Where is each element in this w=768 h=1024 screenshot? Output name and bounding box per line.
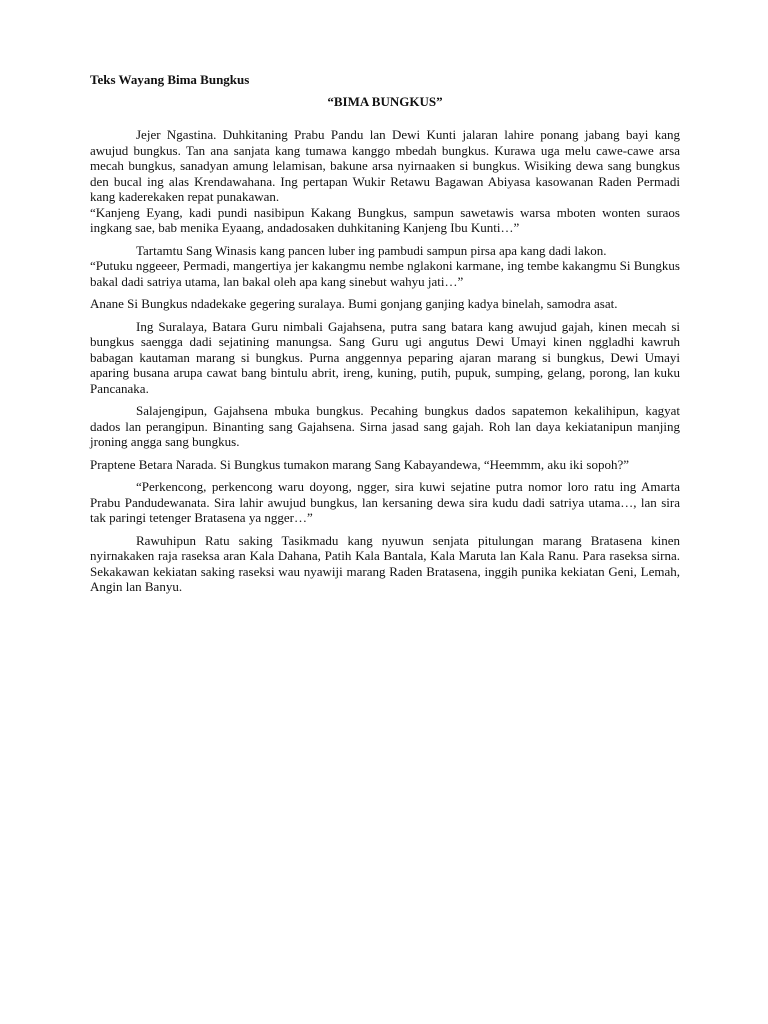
paragraph-permadi-dialogue: “Kanjeng Eyang, kadi pundi nasibipun Kakang Bungkus, sampun sawetawis warsa mboten wonten suraos ingkang sae, bab menika Eyaang, andadosaken duhkitaning Kanjeng Ibu Kunti…” [90,204,680,235]
paragraph-batara-guru: Ing Suralaya, Batara Guru nimbali Gajahsena, putra sang batara kang awujud gajah, kinen mecah si bungkus saengga dadi sejatining manungsa. Sang Guru ugi angutus Dewi Umayi kinen nggladhi kawruh babagan kautaman marang si bungkus. Purna anggennya peparing ajaran marang si bungkus, Dewi Umayi aparing busana arupa cawat bang bintulu abrit, ireng, kuning, putih, pupuk, sumping, gelang, porong, lan kuku Pancanaka. [90,318,680,396]
paragraph-gegering-suralaya: Anane Si Bungkus ndadekake gegering suralaya. Bumi gonjang ganjing kadya binelah, samodra asat. [90,296,618,311]
paragraph-betara-narada: Praptene Betara Narada. Si Bungkus tumakon marang Sang Kabayandewa, “Heemmm, aku iki sopoh?” [90,456,629,472]
paragraph-sang-winasis: Tartamtu Sang Winasis kang pancen luber ing pambudi sampun pirsa apa kang dadi lakon. [136,242,607,258]
document-title: “BIMA BUNGKUS” [327,93,443,109]
paragraph-abiyasa-dialogue: “Putuku nggeeer, Permadi, mangertiya jer kakangmu nembe nglakoni karmane, ing tembe kakangmu Si Bungkus bakal dadi satriya utama, lan bakal oleh apa kang sinebut wahyu jati…” [90,258,680,289]
paragraph-narada-dialogue: “Perkencong, perkencong waru doyong, ngger, sira kuwi sejatine putra nomor loro ratu ing Amarta Prabu Pandudewanata. Sira lahir awujud bungkus, lan kersaning dewa sira kudu dadi satriya utama…, lan sira tak paringi tetenger Bratasena ya ngger…” [90,479,680,525]
paragraph-jejer-ngastina: Jejer Ngastina. Duhkitaning Prabu Pandu lan Dewi Kunti jalaran lahire ponang jabang bayi kang awujud bungkus. Tan ana sanjata kang tumawa kanggo mbedah bungkus. Kurawa uga melu cawe-cawe arsa mecah bungkus, sanadyan amung lelamisan, bakune arsa nyirnaaken si bungkus. Wisiking dewa sang bungkus den bucal ing alas Krendawahana. Ing pertapan Wukir Retawu Bagawan Abiyasa kasowanan Raden Permadi kang kaderekaken repat punakawan. [90,127,680,204]
document-label: Teks Wayang Bima Bungkus [90,72,250,87]
paragraph-gajahsena: Salajengipun, Gajahsena mbuka bungkus. Pecahing bungkus dados sapatemon kekalihipun, kagyat dados lan perangipun. Binanting sang Gajahsena. Sirna jasad sang gajah. Roh lan daya kekiatanipun manjing jroning angga sang bungkus. [90,403,680,449]
document-page [90,72,680,602]
paragraph-ratu-tasikmadu: Rawuhipun Ratu saking Tasikmadu kang nyuwun senjata pitulungan marang Bratasena kinen nyirnakaken raja raseksa aran Kala Dahana, Patih Kala Bantala, Kala Maruta lan Kala Ranu. Para raseksa sirna. Sekakawan kekiatan saking raseksi wau nyawiji marang Raden Bratasena, inggih punika kekiatan Geni, Lemah, Angin lan Banyu. [90,532,680,594]
